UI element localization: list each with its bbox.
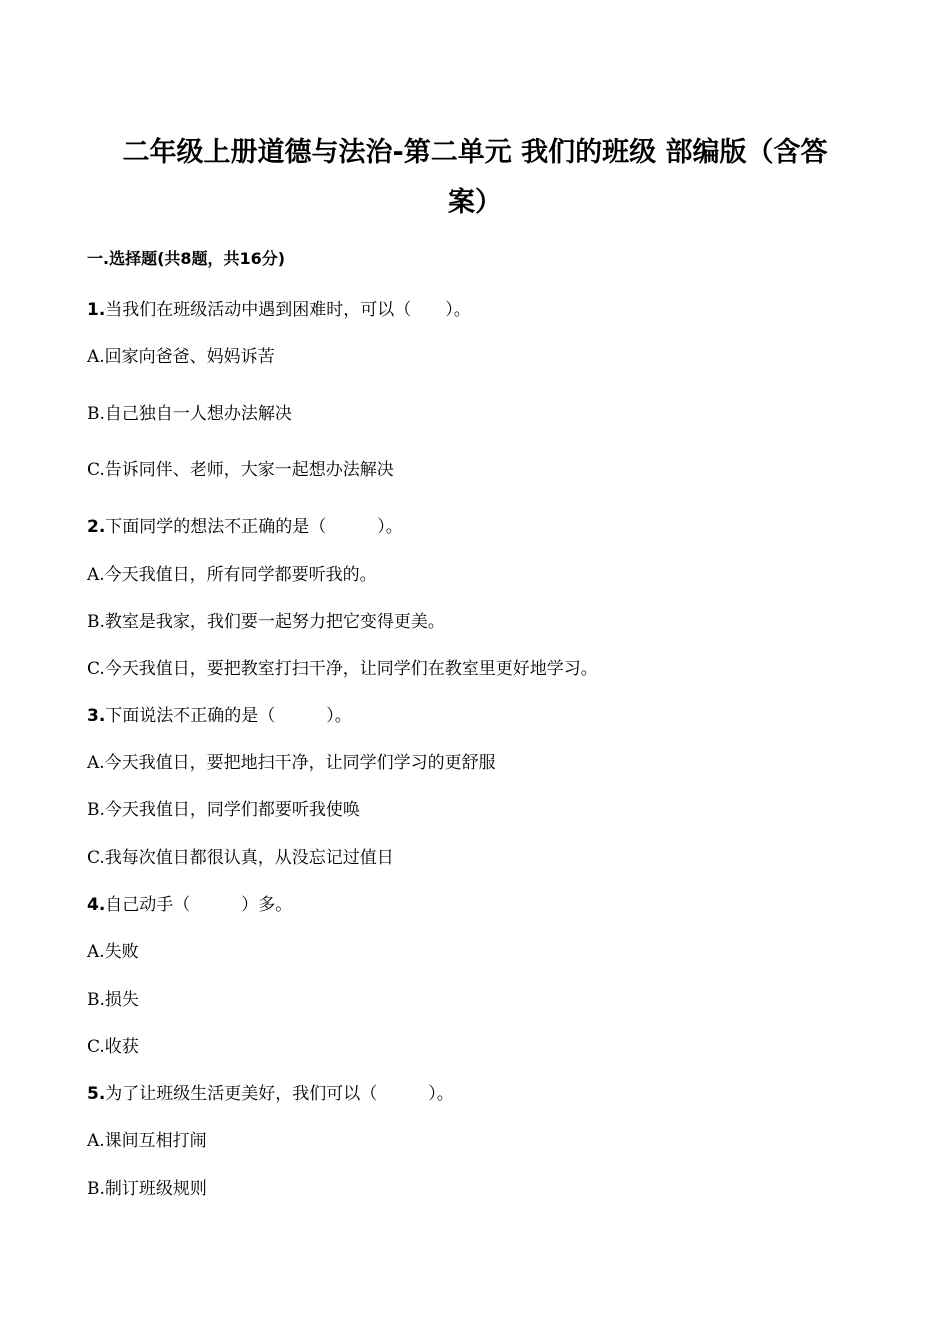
question-2-option-b: B.教室是我家，我们要一起努力把它变得更美。 bbox=[87, 612, 445, 632]
question-number: 3. bbox=[87, 706, 106, 726]
question-number: 1. bbox=[87, 300, 106, 320]
question-1 bbox=[87, 295, 471, 320]
title-line-1: 二年级上册道德与法治-第二单元 我们的班级 部编版（含答 bbox=[122, 137, 828, 168]
question-5-option-a: A.课间互相打闹 bbox=[87, 1131, 207, 1151]
question-text: 自己动手（ ）多。 bbox=[105, 895, 293, 915]
question-number: 5. bbox=[87, 1084, 106, 1104]
title-line-2: 案） bbox=[448, 187, 502, 218]
question-4 bbox=[87, 890, 292, 915]
question-4-option-a: A.失败 bbox=[87, 942, 139, 962]
question-2-option-c: C.今天我值日，要把教室打扫干净，让同学们在教室里更好地学习。 bbox=[87, 659, 598, 679]
question-text: 下面说法不正确的是（ ）。 bbox=[105, 706, 352, 726]
question-4-option-b: B.损失 bbox=[87, 990, 139, 1010]
question-1-option-a: A.回家向爸爸、妈妈诉苦 bbox=[87, 347, 275, 367]
question-5 bbox=[87, 1079, 454, 1104]
section-header: 一.选择题(共8题，共16分) bbox=[87, 249, 286, 268]
question-text: 为了让班级生活更美好，我们可以（ ）。 bbox=[105, 1084, 454, 1104]
question-3-option-a: A.今天我值日，要把地扫干净，让同学们学习的更舒服 bbox=[87, 753, 496, 773]
question-2-option-a: A.今天我值日，所有同学都要听我的。 bbox=[87, 565, 377, 585]
question-number: 2. bbox=[87, 517, 106, 537]
question-text: 当我们在班级活动中遇到困难时，可以（ ）。 bbox=[105, 300, 471, 320]
question-3-option-b: B.今天我值日，同学们都要听我使唤 bbox=[87, 800, 360, 820]
question-5-option-b: B.制订班级规则 bbox=[87, 1179, 207, 1199]
question-1-option-b: B.自己独自一人想办法解决 bbox=[87, 404, 292, 424]
question-number: 4. bbox=[87, 895, 106, 915]
document-title bbox=[0, 128, 950, 228]
question-4-option-c: C.收获 bbox=[87, 1037, 139, 1057]
question-3-option-c: C.我每次值日都很认真，从没忘记过值日 bbox=[87, 848, 394, 868]
question-2 bbox=[87, 512, 403, 537]
question-3 bbox=[87, 701, 352, 726]
question-1-option-c: C.告诉同伴、老师，大家一起想办法解决 bbox=[87, 460, 394, 480]
question-text: 下面同学的想法不正确的是（ ）。 bbox=[105, 517, 403, 537]
